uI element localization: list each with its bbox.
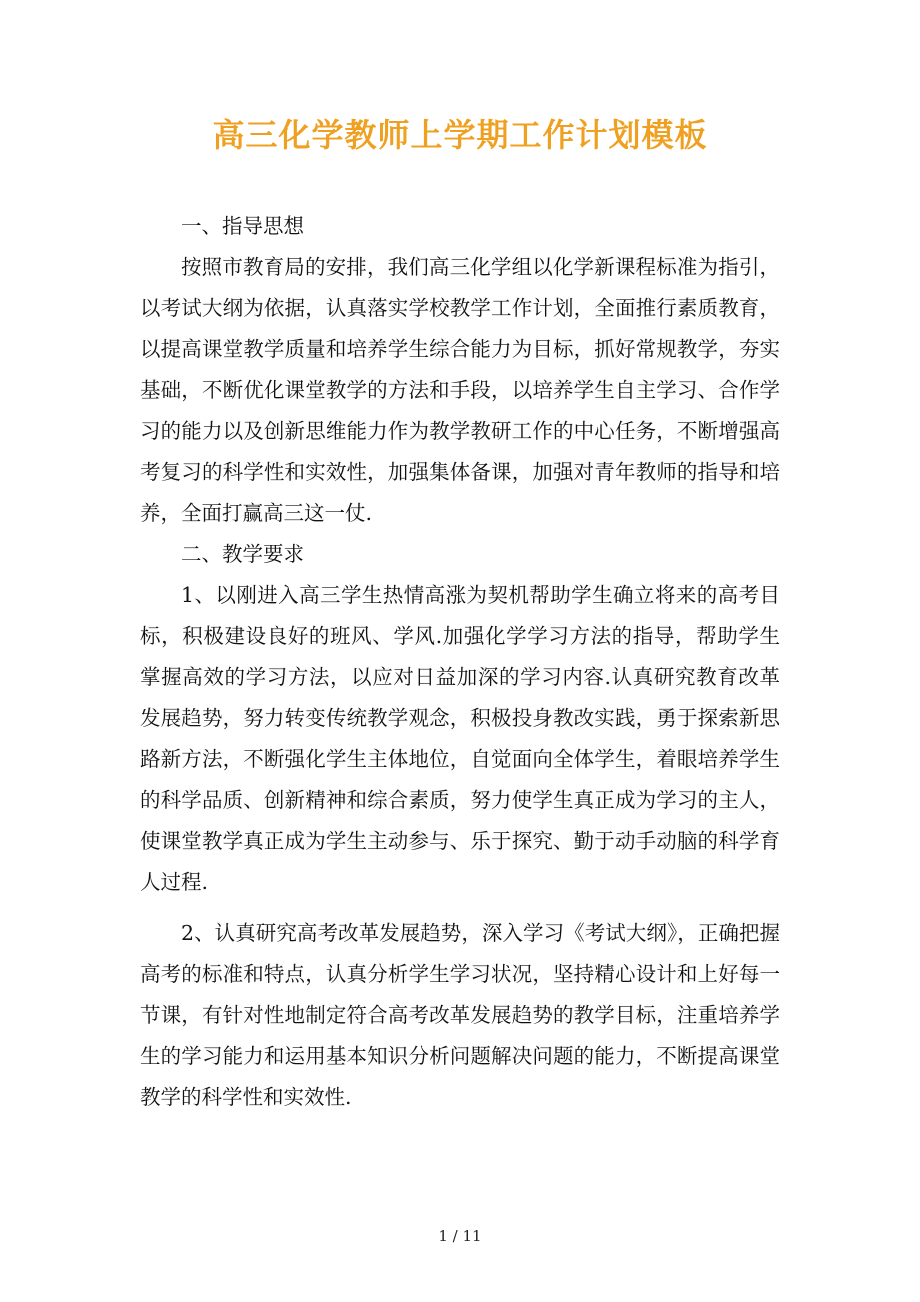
page-number: 1 / 11 [438, 1227, 482, 1245]
paragraph-requirement-2: 2、认真研究高考改革发展趋势，深入学习《考试大纲》，正确把握高考的标准和特点，认真分析学生学习状况，坚持精心设计和上好每一节课，有针对性地制定符合高考改革发展趋势的教学目标，注重培养学生的学习能力和运用基本知识分析问题解决问题的能力，不断提高课堂教学的科学性和实效性. [140, 921, 780, 1109]
document-body [140, 206, 780, 1118]
section-heading-guiding-ideology: 一、指导思想 [181, 214, 304, 238]
paragraph-requirement-1: 1、以刚进入高三学生热情高涨为契机帮助学生确立将来的高考目标，积极建设良好的班风、学风.加强化学学习方法的指导，帮助学生掌握高效的学习方法，以应对日益加深的学习内容.认真研究教育改革发展趋势，努力转变传统教学观念，积极投身教改实践，勇于探索新思路新方法，不断强化学生主体地位，自觉面向全体学生，着眼培养学生的科学品质、创新精神和综合素质，努力使学生真正成为学习的主人，使课堂教学真正成为学生主动参与、乐于探究、勤于动手动脑的科学育人过程. [140, 583, 780, 894]
document-title: 高三化学教师上学期工作计划模板 [212, 116, 708, 154]
paragraph-guiding-ideology: 按照市教育局的安排，我们高三化学组以化学新课程标准为指引，以考试大纲为依据，认真落实学校教学工作计划，全面推行素质教育，以提高课堂教学质量和培养学生综合能力为目标，抓好常规教学，夯实基础，不断优化课堂教学的方法和手段，以培养学生自主学习、合作学习的能力以及创新思维能力作为教学教研工作的中心任务，不断增强高考复习的科学性和实效性，加强集体备课，加强对青年教师的指导和培养，全面打赢高三这一仗. [140, 255, 780, 525]
section-heading-teaching-requirements: 二、教学要求 [181, 542, 304, 566]
